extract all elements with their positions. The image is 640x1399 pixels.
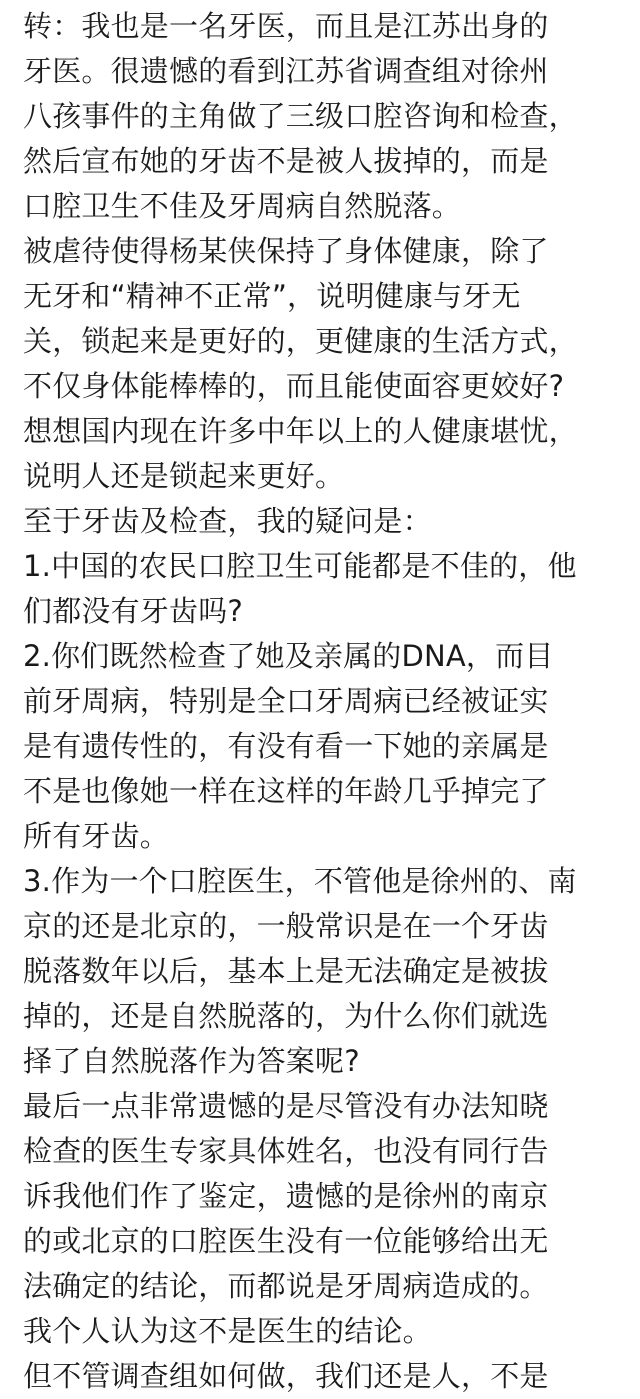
text-line: 转：我也是一名牙医，而且是江苏出身的 (23, 9, 549, 43)
text-line: 口腔卫生不佳及牙周病自然脱落。 (23, 189, 462, 223)
text-line: 法确定的结论，而都说是牙周病造成的。 (23, 1269, 549, 1303)
text-line: 2.你们既然检查了她及亲属的DNA，而目 (23, 639, 554, 673)
text-line: 但不管调查组如何做，我们还是人，不是 (23, 1359, 549, 1393)
text-line: 们都没有牙齿吗? (23, 594, 243, 628)
text-line: 是有遗传性的，有没有看一下她的亲属是 (23, 729, 549, 763)
text-line: 被虐待使得杨某侠保持了身体健康，除了 (23, 234, 549, 268)
text-line: 择了自然脱落作为答案呢? (23, 1044, 360, 1078)
text-line: 说明人还是锁起来更好。 (23, 459, 345, 493)
text-line: 不仅身体能棒棒的，而且能使面容更姣好? (23, 369, 565, 403)
text-line: 八孩事件的主角做了三级口腔咨询和检查， (23, 99, 578, 133)
post-text (23, 4, 623, 1399)
text-line: 掉的，还是自然脱落的，为什么你们就选 (23, 999, 549, 1033)
text-line: 然后宣布她的牙齿不是被人拔掉的，而是 (23, 144, 549, 178)
text-line: 最后一点非常遗憾的是尽管没有办法知晓 (23, 1089, 549, 1123)
text-line: 前牙周病，特别是全口牙周病已经被证实 (23, 684, 549, 718)
text-line: 的或北京的口腔医生没有一位能够给出无 (23, 1224, 549, 1258)
text-line: 1.中国的农民口腔卫生可能都是不佳的，他 (23, 549, 577, 583)
text-line: 我个人认为这不是医生的结论。 (23, 1314, 432, 1348)
text-line: 诉我他们作了鉴定，遗憾的是徐州的南京 (23, 1179, 549, 1213)
text-line: 京的还是北京的，一般常识是在一个牙齿 (23, 909, 549, 943)
text-line: 关，锁起来是更好的，更健康的生活方式， (23, 324, 578, 358)
text-line: 牙医。很遗憾的看到江苏省调查组对徐州 (23, 54, 549, 88)
text-line: 无牙和“精神不正常”，说明健康与牙无 (23, 279, 521, 313)
text-line: 检查的医生专家具体姓名，也没有同行告 (23, 1134, 549, 1168)
text-line: 脱落数年以后，基本上是无法确定是被拔 (23, 954, 549, 988)
text-line: 想想国内现在许多中年以上的人健康堪忧， (23, 414, 578, 448)
text-line: 3.作为一个口腔医生，不管他是徐州的、南 (23, 864, 577, 898)
text-line: 所有牙齿。 (23, 819, 170, 853)
text-line: 不是也像她一样在这样的年龄几乎掉完了 (23, 774, 549, 808)
text-line: 至于牙齿及检查，我的疑问是： (23, 504, 432, 538)
